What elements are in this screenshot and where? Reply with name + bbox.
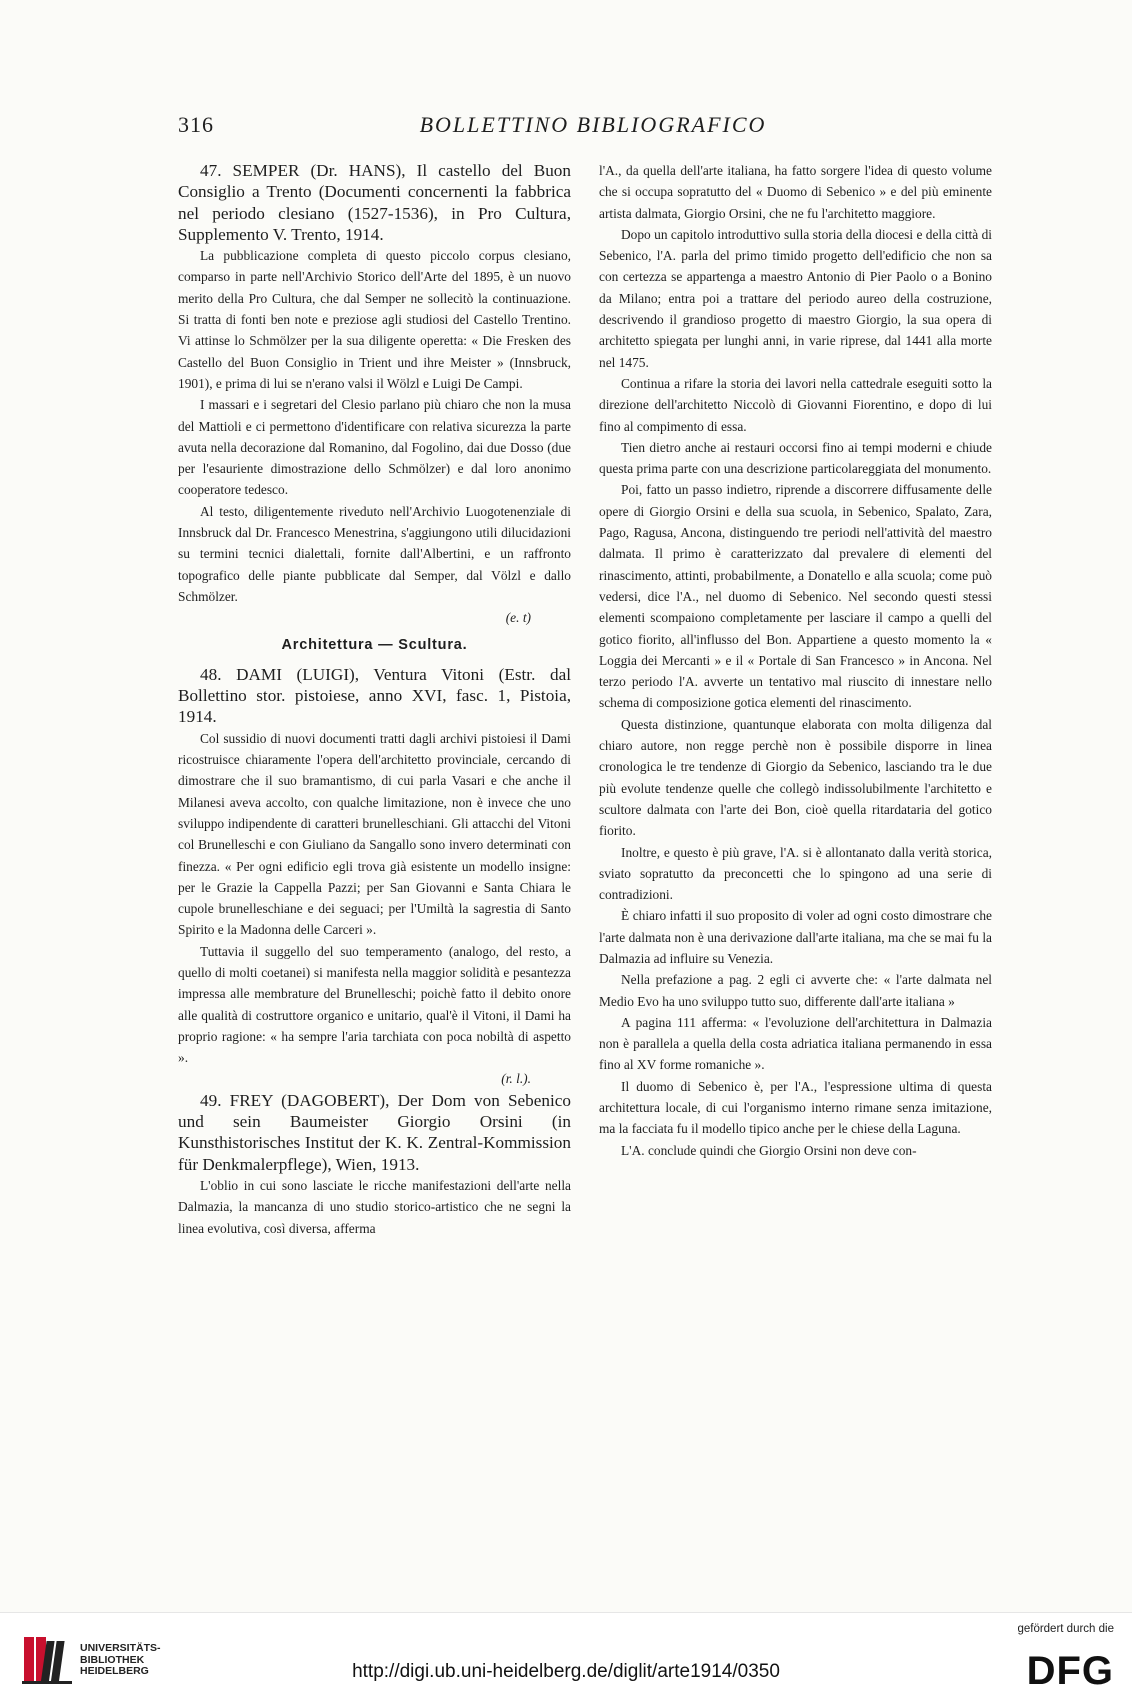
dfg-logo-text: DFG [1026,1649,1114,1693]
review-paragraph: l'A., da quella dell'arte italiana, ha fatto sorgere l'idea di questo volume che si occupa sopratutto del « Duomo di Sebenico » e del più eminente artista dalmata, Giorgio Orsini, che ne fu l'architetto maggiore. [599,163,992,221]
dfg-sponsor-logo[interactable] [994,1623,1114,1695]
review-paragraph: A pagina 111 afferma: « l'evoluzione dell'architettura in Dalmazia non è parallela a quella della costa adriatica italiana permanendo in essa fino al XV forme romaniche ». [599,1014,992,1073]
viewer-footer [0,1612,1132,1702]
reviewer-signature: (r. l.). [501,1071,531,1087]
sponsor-caption: gefördert durch die [1017,1623,1114,1635]
review-paragraph: Al testo, diligentemente riveduto nell'Archivio Luogotenenziale di Innsbruck dal Dr. Francesco Menestrina, s'aggiungono utili dilucidazioni su termini tecnici dialettali, fornite dall'Albertini, e un raffronto topografico delle piante pubblicate dal Semper, dal Völzl e dallo Schmölzer. [178,503,571,604]
review-paragraph: Col sussidio di nuovi documenti tratti dagli archivi pistoiesi il Dami ricostruisce chiaramente l'opera dell'architetto provinciale, cercando di dimostrare che il suo bramantismo, di cui parla Vasari e che anche il Milanesi aveva accolto, con qualche limitazione, non è invece che uno sviluppo indipendente di caratteri brunelleschiani. Gli attacchi del Vitoni col Brunelleschi e con Giuliano da Sangallo sono invero determinati con finezza. « Per ogni edificio egli trova già esistente un modello insigne: per le Grazie la Cappella Pazzi; per San Giovanni e Santa Chiara le cupole brunelleschiane e dei seguaci; per l'Umiltà la sagrestia di Santo Spirito e la Madonna delle Carceri ». [178,730,571,938]
running-title: BOLLETTINO BIBLIOGRAFICO [419,112,767,137]
review-paragraph: Inoltre, e questo è più grave, l'A. si è allontanato dalla verità storica, sviato sopratutto da preconcetti che lo spingono ad una serie di contradizioni. [599,844,992,903]
review-paragraph: Poi, fatto un passo indietro, riprende a discorrere diffusamente delle opere di Giorgio Orsini e della sua scuola, in Sebenico, Spalato, Zara, Pago, Ragusa, Ancona, distinguendo tre periodi nell'attività del maestro dalmata. Il primo è caratterizzato dal prevalere di elementi del rinascimento, attinti, probabilmente, a Donatello e alla scuola; come può vedersi, dice l'A., nel duomo di Sebenico. Nel secondo questi stessi elementi scompaiono completamente per lasciare il campo a quelli del gotico fiorito, all'influsso del Bon. Appartiene a questo momento la « Loggia dei Mercanti » e il « Portale di San Francesco » in Ancona. Nel terzo periodo l'A. avverte un tentativo mal riuscito di innestare nello schema di composizione gotica elementi del rinascimento. [599,482,992,711]
bibliography-entry-47: 47. SEMPER (Dr. HANS), Il castello del Buon Consiglio a Trento (Documenti concernenti la fabbrica nel periodo clesiano (1527-1536), in Pro Cultura, Supplemento V. Trento, 1914. [178,161,571,244]
permalink-url[interactable]: http://digi.ub.uni-heidelberg.de/diglit/arte1914/0350 [352,1661,780,1682]
page-number: 316 [178,112,214,137]
review-paragraph: Dopo un capitolo introduttivo sulla storia della diocesi e della città di Sebenico, l'A. parla del primo timido progetto dell'edificio che non sa con certezza se appartenga a maestro Antonio di Pier Paolo o a Bonino da Milano; entra poi a trattare del periodo aureo della costruzione, descrivendo il grandioso progetto di maestro Giorgio, la sua opera di architetto spiegata per lunghi anni, in varie riprese, dal 1441 alla morte nel 1475. [599,226,992,370]
right-text-column [599,160,992,1161]
page-header [178,112,1008,146]
review-paragraph: Tien dietro anche ai restauri occorsi fino ai tempi moderni e chiude questa prima parte con una descrizione particolareggiata del monumento. [599,439,992,477]
review-paragraph: Tuttavia il suggello del suo temperamento (analogo, del resto, a quello di molti coetanei) si manifesta nella maggior solidità e pesantezza impressa alle membrature del Brunelleschi; poichè fatto il debito onore alle qualità di costruttore organico e unitario, qual'è il Vitoni, il Dami ha proprio ragione: « ha sempre l'aria tarchiata con poca nobiltà di aspetto ». [178,943,571,1066]
reviewer-signature: (e. t) [505,610,531,626]
bibliography-entry-49: 49. FREY (DAGOBERT), Der Dom von Sebenico und sein Baumeister Giorgio Orsini (in Kunsthistorisches Institut der K. K. Zentral-Kommission für Denkmalerpflege), Wien, 1913. [178,1090,571,1174]
library-name: UNIVERSITÄTS- BIBLIOTHEK HEIDELBERG [80,1642,161,1677]
section-heading: Architettura — Scultura. [281,636,468,653]
review-paragraph: Nella prefazione a pag. 2 egli ci avverte che: « l'arte dalmata nel Medio Evo ha uno sviluppo tutto suo, differente dall'arte italiana » [599,972,992,1009]
review-paragraph: Il duomo di Sebenico è, per l'A., l'espressione ultima di questa architettura locale, di cui l'organismo interno rimane senza imitazione, ma la facciata fu il modello tipico anche per le chiese della Laguna. [599,1078,992,1137]
review-paragraph: La pubblicazione completa di questo piccolo corpus clesiano, comparso in parte nell'Archivio Storico dell'Arte del 1895, è un nuovo merito della Pro Cultura, che dal Semper ne sollecitò la continuazione. Si tratta di fonti ben note e preziose agli studiosi del Castello Trentino. Vi attinse lo Schmölzer per la sua diligente operetta: « Die Fresken des Castello del Buon Consiglio in Trient und ihre Meister » (Innsbruck, 1901), e prima di lui se n'erano valsi il Wölzl e Luigi De Campi. [178,248,571,391]
review-paragraph: L'oblio in cui sono lasciate le ricche manifestazioni dell'arte nella Dalmazia, la mancanza di uno studio storico-artistico che ne segni la linea evolutiva, così diversa, afferma [178,1177,571,1236]
bibliography-entry-48: 48. DAMI (LUIGI), Ventura Vitoni (Estr. dal Bollettino stor. pistoiese, anno XVI, fasc. 1, Pistoia, 1914. [178,664,571,727]
review-paragraph: È chiaro infatti il suo proposito di voler ad ogni costo dimostrare che l'arte dalmata non è una derivazione dall'arte italiana, ma che se mai fu la Dalmazia ad influire su Venezia. [599,908,992,966]
review-paragraph: I massari e i segretari del Clesio parlano più chiaro che non la musa del Mattioli e ci permettono d'identificare con relativa sicurezza la parte avuta nella decorazione dal Romanino, dal Fogolino, dai due Dosso (due per l'esauriente dimostrazione dello Schmölzer) e dal loro anonimo cooperatore tedesco. [178,397,571,498]
review-paragraph: Questa distinzione, quantunque elaborata con molta diligenza dal chiaro autore, non regge perchè non è possibile disporre in linea cronologica le tre tendenze di Giorgio da Sebenico, lasciando tra le due più evolute tendenze quelle che collegò indissolubilmente l'architetto e scultore dalmata con l'arte dei Bon, cioè quella ritardataria del gotico fiorito. [599,716,992,839]
review-paragraph: L'A. conclude quindi che Giorgio Orsini non deve con- [621,1142,917,1158]
review-paragraph: Continua a rifare la storia dei lavori nella cattedrale eseguiti sotto la direzione dell'architetto Niccolò di Giovanni Fiorentino, e dopo di lui fino al compimento di essa. [599,375,992,434]
left-text-column [178,160,571,1239]
